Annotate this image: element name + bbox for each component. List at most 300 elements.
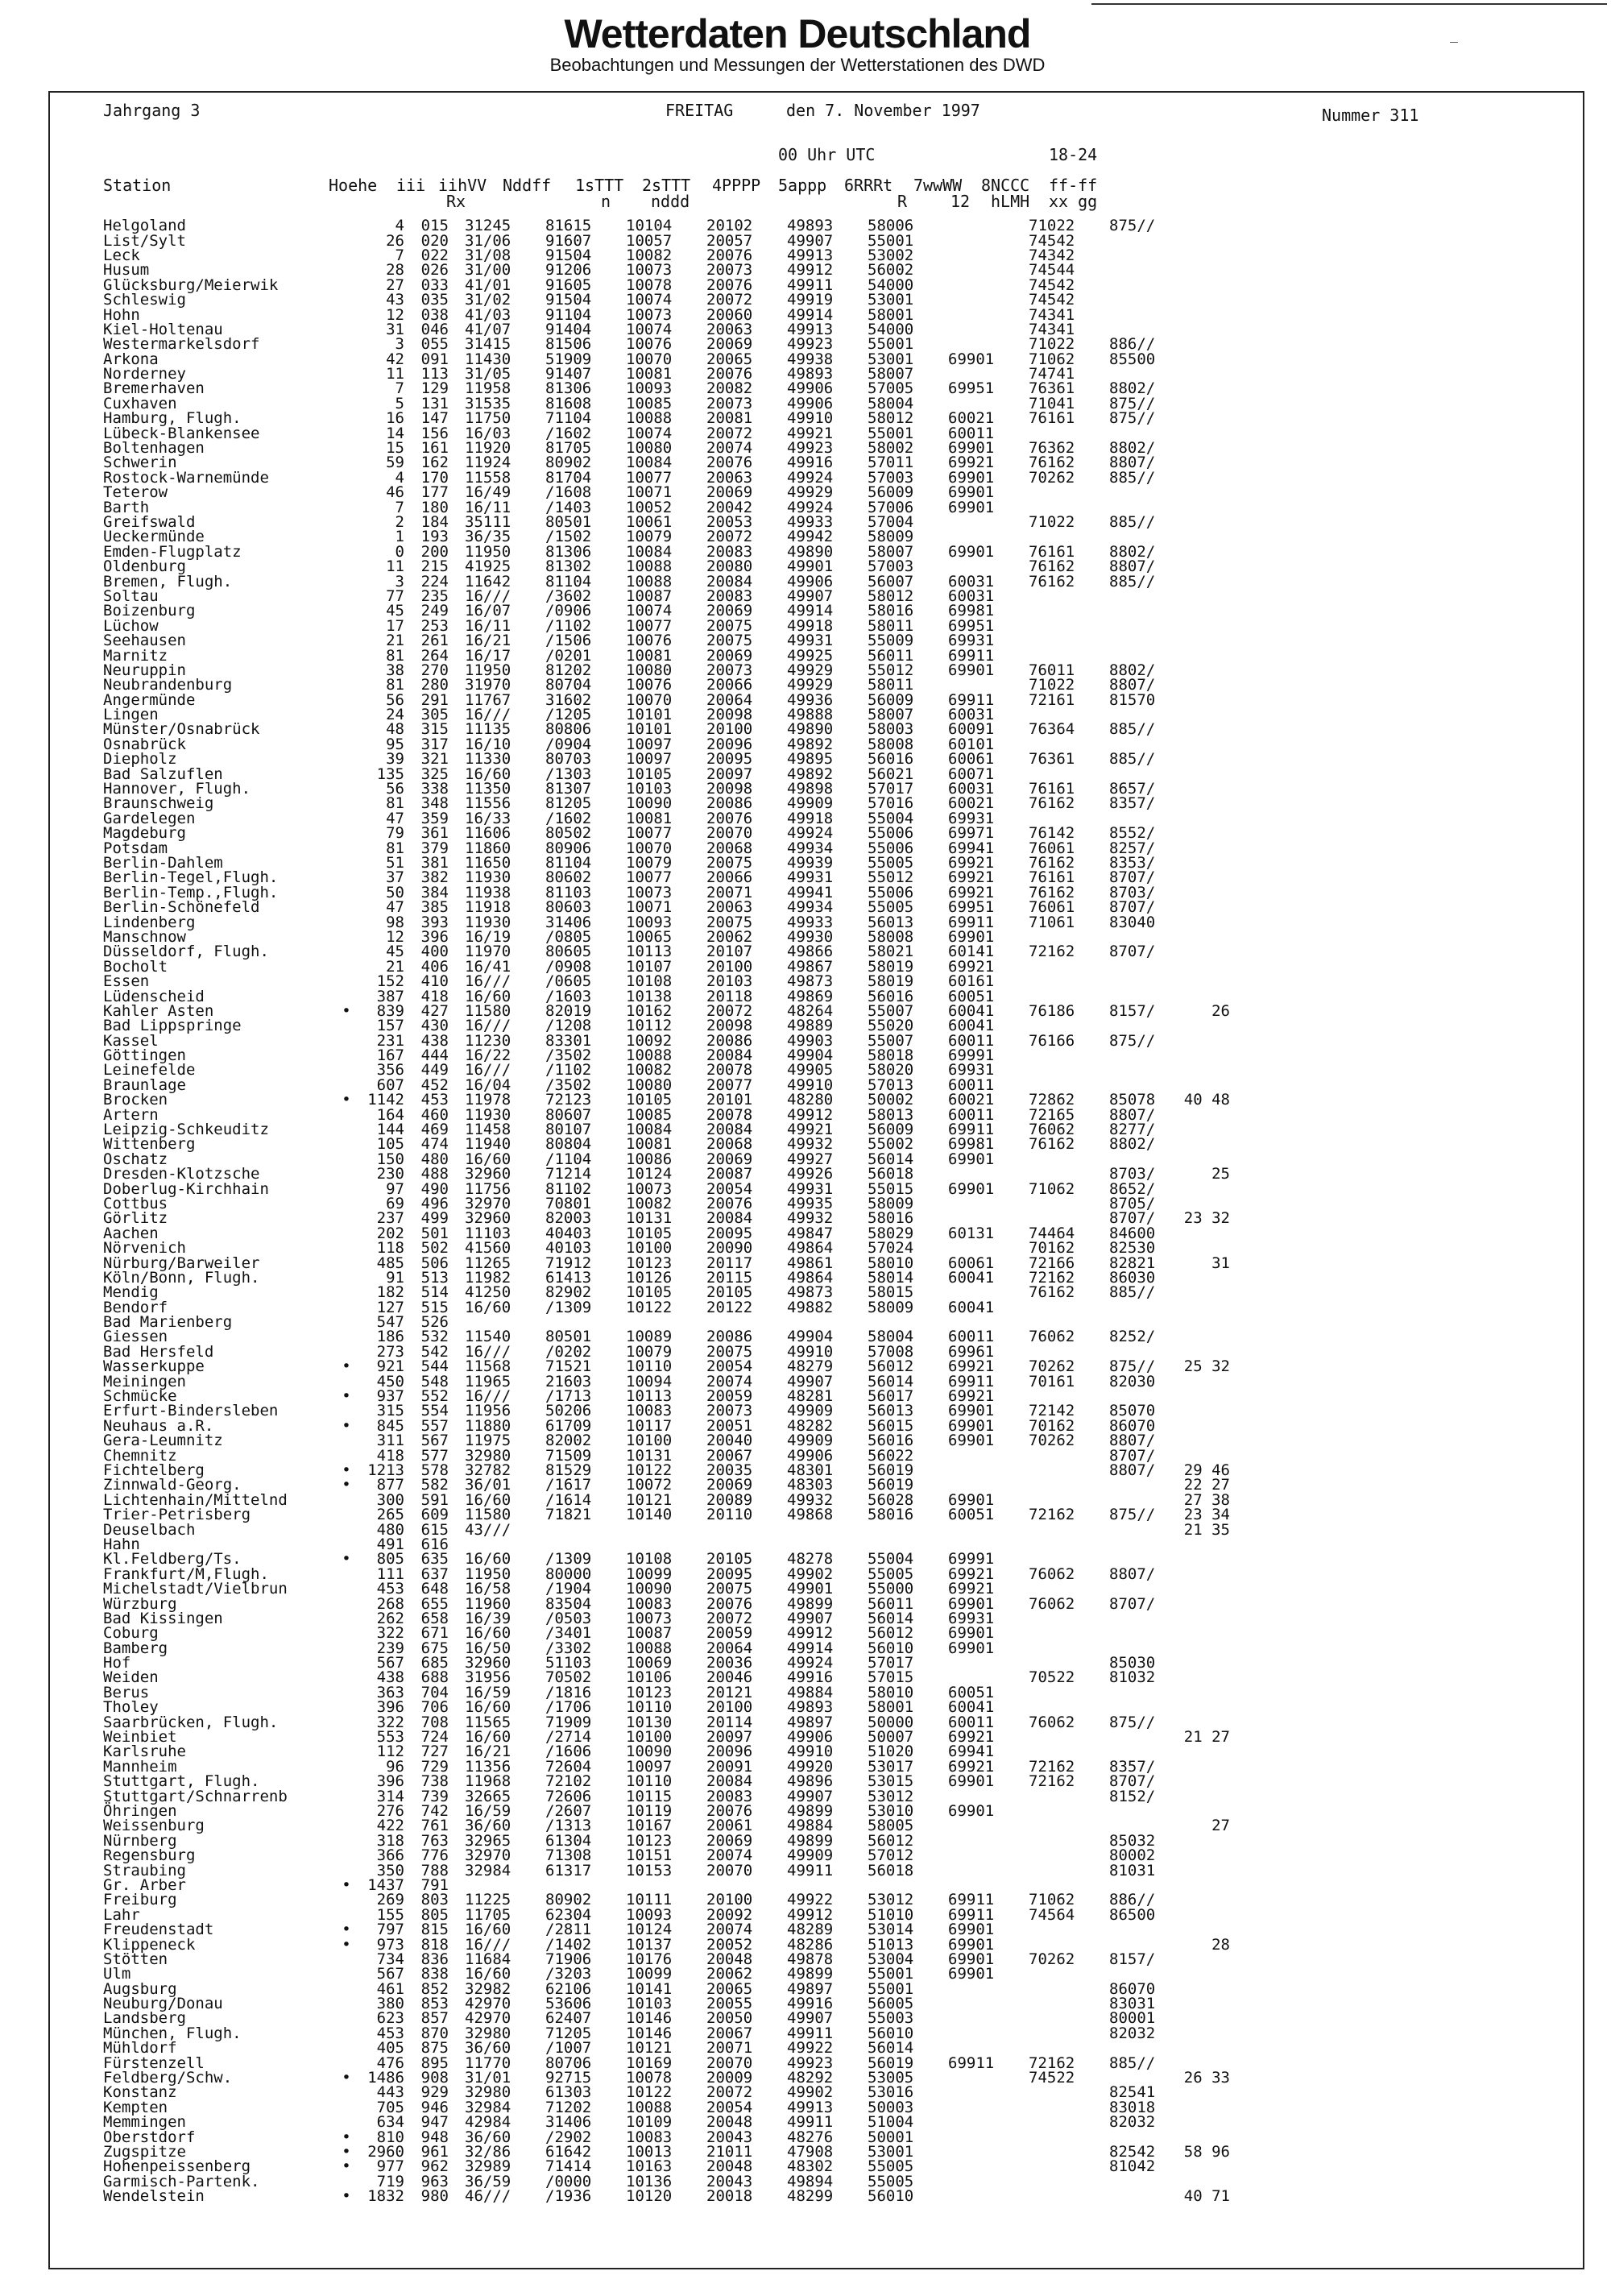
table-cell [1174,515,1230,529]
mountain-marker [337,263,356,277]
table-cell: 80603 [545,898,592,917]
mountain-marker: • [342,2187,351,2206]
table-cell: 72166 [1029,1254,1075,1272]
station-name: Neuruppin [103,661,186,679]
table-cell: 70161 [1029,1372,1075,1390]
table-cell: 10163 [626,2157,673,2176]
table-cell: 10112 [626,1017,673,1035]
table-cell: 21603 [545,1372,592,1390]
station-name: Norderney [103,365,186,383]
table-cell: 548 [420,1372,449,1390]
table-cell: 31535 [465,394,511,412]
table-cell: 62106 [545,1979,592,1998]
table-cell: 20009 [706,2069,753,2087]
mountain-marker [337,959,356,974]
table-cell [851,1522,932,1536]
table-cell: 16/39 [465,1609,511,1627]
table-cell [1013,485,1093,499]
table-cell [1093,2189,1174,2203]
table-cell: 80704 [545,676,592,694]
table-cell: 8652/ [1109,1179,1156,1198]
table-cell: 58014 [868,1268,914,1287]
table-cell [1174,619,1230,633]
volume-label: Jahrgang 3 [103,101,201,120]
table-cell: 10176 [626,1950,673,1968]
table-cell: 10078 [626,2069,673,2087]
table-cell: 11965 [465,1372,511,1390]
mountain-marker [337,930,356,944]
station-name: Lingen [103,706,159,724]
table-cell: 10081 [626,1135,673,1154]
table-cell: 469 [420,1121,449,1139]
station-name: Hof [103,1654,131,1672]
table-cell: 31/02 [465,291,511,309]
table-cell: 11950 [465,542,511,561]
table-cell: 69941 [948,839,995,857]
table-cell: 10073 [626,1609,673,1627]
col-1sttt-sub: n [601,192,611,211]
table-cell: 49922 [787,2039,834,2058]
table-cell: 49873 [787,972,834,991]
table-cell: 742 [420,1801,449,1820]
table-cell: 49933 [787,913,834,931]
station-name: Greifswald [103,513,196,531]
table-cell [1174,1848,1230,1863]
mountain-marker [337,2011,356,2025]
table-cell: 57003 [868,468,914,487]
table-cell: 21 [386,957,404,976]
table-cell: 49906 [787,1728,834,1747]
table-cell: 69911 [948,1905,995,1924]
table-cell: 10084 [626,1121,673,1139]
table-cell: 144 [376,1121,404,1139]
table-cell: 74522 [1029,2069,1075,2087]
table-cell: 20095 [706,750,753,769]
table-cell: 230 [376,1165,404,1183]
table-row [103,1937,1230,1951]
station-name: Nürnberg [103,1831,177,1850]
table-row [103,648,1230,662]
table-cell: 461 [376,1979,404,1998]
table-cell: 20043 [706,2172,753,2190]
table-cell: 91206 [545,261,592,280]
table-cell [1013,589,1093,603]
table-cell: 76361 [1029,379,1075,398]
table-cell: 20054 [706,1357,753,1376]
table-cell: 81 [386,794,404,813]
table-cell [1174,1759,1230,1774]
station-name: Helgoland [103,217,186,235]
table-cell: 76142 [1029,824,1075,843]
table-cell: 69991 [948,1550,995,1569]
table-cell: 49933 [787,513,834,531]
table-cell: 81615 [545,217,592,235]
table-cell: 20063 [706,320,753,338]
table-cell: 49912 [787,1105,834,1124]
table-cell [1093,619,1174,633]
table-cell: 20066 [706,676,753,694]
table-cell: 291 [420,690,449,709]
table-cell [1013,2026,1093,2041]
table-row [103,218,1230,233]
table-cell: 020 [420,231,449,250]
table-cell: 857 [420,2009,449,2028]
page-subtitle: Beobachtungen und Messungen der Wetterstationen des DWD [549,55,1046,75]
table-cell: 51909 [545,350,592,368]
table-cell: 20098 [706,706,753,724]
table-cell: 23 32 [1183,1209,1230,1228]
table-cell: 8802/ [1109,439,1156,458]
table-cell: 20066 [706,868,753,887]
table-cell: 55012 [868,868,914,887]
table-cell: 55005 [868,1565,914,1583]
table-cell: 10124 [626,1165,673,1183]
table-cell: 8657/ [1109,780,1156,798]
table-row [103,2041,1230,2055]
table-row [103,826,1230,840]
table-cell [1013,1211,1093,1225]
table-cell: 60011 [948,1328,995,1346]
table-cell: 49921 [787,424,834,442]
table-cell: 49919 [787,291,834,309]
table-row [103,263,1230,277]
table-cell: 513 [420,1268,449,1287]
table-cell: 80501 [545,513,592,531]
table-cell: 69931 [948,1061,995,1080]
table-cell [1174,856,1230,870]
table-cell: 31/08 [465,246,511,264]
mountain-marker [337,1611,356,1626]
station-name: Barth [103,498,150,516]
table-cell: 264 [420,646,449,665]
table-cell: 81506 [545,335,592,354]
mountain-marker [337,218,356,233]
table-cell: 60021 [948,794,995,813]
table-cell: 58012 [868,586,914,605]
table-cell [1013,633,1093,648]
table-cell: 76162 [1029,794,1075,813]
table-cell [932,1241,1013,1255]
table-cell [1174,1137,1230,1151]
station-name: Feldberg/Schw. [103,2069,233,2087]
table-cell: 270 [420,661,449,679]
station-name: Stötten [103,1950,168,1968]
station-name: Karlsruhe [103,1743,186,1761]
table-cell: 29 46 [1183,1461,1230,1479]
table-cell: 60041 [948,1298,995,1316]
table-cell [1174,796,1230,810]
table-cell: 8157/ [1109,1001,1156,1020]
table-cell: 60041 [948,1268,995,1287]
table-cell: 10113 [626,1387,673,1406]
table-cell [1013,988,1093,1003]
table-cell: 381 [420,853,449,872]
mountain-marker [337,974,356,988]
table-cell: 280 [420,676,449,694]
table-cell: 61642 [545,2142,592,2161]
table-cell [1174,1270,1230,1285]
station-name: Neubrandenburg [103,676,233,694]
table-cell: 61413 [545,1268,592,1287]
table-cell: 20069 [706,335,753,354]
table-cell: 10070 [626,690,673,709]
mountain-marker [337,1626,356,1640]
mountain-marker [337,1730,356,1744]
table-cell: 10117 [626,1416,673,1435]
station-name: Neuhaus a.R. [103,1416,214,1435]
table-cell: 338 [420,780,449,798]
table-cell: 58001 [868,1698,914,1717]
table-cell: 71062 [1029,350,1075,368]
table-row [103,1329,1230,1344]
station-name: Bremen, Flugh. [103,572,233,591]
table-cell: 554 [420,1402,449,1420]
table-cell: 60041 [948,1698,995,1717]
table-cell [1174,944,1230,959]
col-hoehe: Hoehe [329,176,378,195]
table-cell [932,2174,1013,2189]
table-cell: 21011 [706,2142,753,2161]
table-cell: /1205 [545,706,592,724]
table-cell [1174,633,1230,648]
table-cell [1174,1433,1230,1448]
table-cell: /2902 [545,2128,592,2146]
mountain-marker: • [342,1387,351,1406]
mountain-marker [337,1226,356,1241]
table-cell: 10074 [626,291,673,309]
mountain-marker [337,1863,356,1877]
table-cell: 1142 [367,1091,404,1109]
table-cell: 16/60 [465,1298,511,1316]
table-cell: 69981 [948,602,995,620]
station-name: Kl.Feldberg/Ts. [103,1550,242,1569]
station-name: Fürstenzell [103,2054,205,2072]
table-cell: 21 [386,632,404,650]
station-name: Weiden [103,1668,159,1687]
mountain-marker: • [342,1001,351,1020]
table-cell [1174,2011,1230,2025]
table-cell: 046 [420,320,449,338]
table-cell: 8707/ [1109,1772,1156,1791]
mountain-marker [337,411,356,425]
table-cell: 24 [386,706,404,724]
table-cell: 48279 [787,1357,834,1376]
station-name: Manschnow [103,927,186,946]
mountain-marker [337,1196,356,1211]
table-cell: 86500 [1109,1905,1156,1924]
table-cell: 49942 [787,528,834,546]
table-cell [1174,396,1230,411]
table-cell: 10085 [626,394,673,412]
table-cell: 69901 [948,483,995,502]
table-row [103,307,1230,321]
station-name: Bamberg [103,1639,168,1657]
table-cell: 70522 [1029,1668,1075,1687]
table-cell: /0503 [545,1609,592,1627]
table-cell: 1437 [367,1875,404,1894]
table-cell: 56010 [868,2024,914,2042]
table-cell: 20091 [706,1757,753,1776]
table-cell: 36/60 [465,2039,511,2058]
table-cell: 60031 [948,586,995,605]
table-row [103,1700,1230,1714]
table-cell: 81302 [545,557,592,576]
table-cell: 20076 [706,365,753,383]
table-cell: 55005 [868,2157,914,2176]
table-cell: 10082 [626,1061,673,1080]
table-cell [1174,900,1230,914]
table-cell: /1403 [545,498,592,516]
table-cell [932,278,1013,292]
table-cell: 49913 [787,2098,834,2116]
table-cell: 49867 [787,957,834,976]
table-cell: 49911 [787,2113,834,2132]
table-cell: 71202 [545,2098,592,2116]
table-cell: 11458 [465,1121,511,1139]
table-cell: 49892 [787,735,834,753]
table-cell: 58012 [868,409,914,428]
station-name: Kiel-Holtenau [103,320,223,338]
table-cell: /2607 [545,1801,592,1820]
table-cell: 7 [395,498,404,516]
table-cell: 10082 [626,246,673,264]
table-cell: 49912 [787,1624,834,1643]
table-cell: 20084 [706,1772,753,1791]
table-cell [932,2129,1013,2144]
table-cell: 49897 [787,1713,834,1731]
table-cell: 544 [420,1357,449,1376]
table-cell: 49913 [787,246,834,264]
table-cell: /0605 [545,972,592,991]
table-cell: 359 [420,809,449,827]
table-cell: 875// [1109,1713,1156,1731]
mountain-marker [337,322,356,337]
table-cell [932,1285,1013,1299]
table-cell [1013,959,1093,974]
table-cell: 147 [420,409,449,428]
table-cell: 32/86 [465,2142,511,2161]
table-cell: 155 [376,1905,404,1924]
table-cell: 552 [420,1387,449,1406]
table-cell [1013,1848,1093,1863]
table-cell: 10090 [626,1580,673,1598]
table-cell [932,2026,1013,2041]
mountain-marker [337,307,356,321]
period-label: 18-24 [1049,145,1098,164]
table-cell: 706 [420,1698,449,1717]
station-name: Hahn [103,1535,140,1553]
table-cell: 49922 [787,1891,834,1909]
table-cell: 20103 [706,972,753,991]
station-name: Chemnitz [103,1446,177,1465]
table-cell: 56 [386,690,404,709]
table-cell: 11975 [465,1432,511,1450]
table-cell: /2714 [545,1728,592,1747]
table-cell: 49896 [787,1772,834,1791]
table-cell: 157 [376,1017,404,1035]
table-cell: 55001 [868,1979,914,1998]
table-cell: 69901 [948,542,995,561]
table-cell: 10105 [626,765,673,783]
station-name: Coburg [103,1624,159,1643]
table-cell: 788 [420,1861,449,1879]
table-cell: 49909 [787,794,834,813]
table-cell: 10085 [626,1105,673,1124]
table-cell: 11767 [465,690,511,709]
station-name: Nörvenich [103,1239,186,1258]
table-cell: 62304 [545,1905,592,1924]
mountain-marker [337,441,356,455]
table-cell [1174,1685,1230,1700]
table-cell [1093,1581,1174,1596]
station-name: Deuselbach [103,1520,196,1539]
station-name: Bad Marienberg [103,1313,233,1332]
table-cell: 49893 [787,1698,834,1717]
table-cell: 69921 [948,883,995,901]
table-cell [1013,1700,1093,1714]
table-cell: 69 [386,1194,404,1212]
table-cell [1093,248,1174,263]
table-cell: 8807/ [1109,1432,1156,1450]
mountain-marker [337,826,356,840]
table-cell [932,2070,1013,2085]
table-cell [1013,2041,1093,2055]
mountain-marker [337,870,356,885]
table-cell [1093,1967,1174,1981]
col-2sttt: 2sTTT [642,176,691,195]
table-cell: 127 [376,1298,404,1316]
table-cell: 980 [420,2187,449,2206]
table-cell: 406 [420,957,449,976]
table-cell: 460 [420,1105,449,1124]
table-row [103,1744,1230,1759]
table-cell: 57015 [868,1668,914,1687]
table-cell: 16/60 [465,1550,511,1569]
table-cell: 20098 [706,780,753,798]
mountain-marker [337,1596,356,1610]
table-cell: 10080 [626,439,673,458]
table-cell: 83018 [1109,2098,1156,2116]
table-cell: 60031 [948,780,995,798]
table-cell: 719 [376,2172,404,2190]
table-cell [1174,959,1230,974]
mountain-marker [337,2100,356,2115]
table-cell: 58009 [868,528,914,546]
station-name: Ulm [103,1965,131,1983]
table-cell: 637 [420,1565,449,1583]
table-cell: 49923 [787,335,834,354]
table-cell: 32982 [465,1979,511,1998]
table-cell: 49907 [787,586,834,605]
table-cell: 49924 [787,498,834,516]
table-cell: 49904 [787,1046,834,1065]
table-cell: 69901 [948,498,995,516]
table-cell: 58008 [868,735,914,753]
table-cell: 69901 [948,661,995,679]
table-cell: 50003 [868,2098,914,2116]
table-cell: 47908 [787,2142,834,2161]
table-cell: 113 [420,365,449,383]
table-cell: 49941 [787,883,834,901]
table-cell: 805 [420,1905,449,1924]
table-cell: 10088 [626,2098,673,2116]
table-cell: 48299 [787,2187,834,2206]
table-cell [1093,648,1174,662]
table-row [103,337,1230,351]
table-cell: 58010 [868,1254,914,1272]
mountain-marker [337,1270,356,1285]
table-cell: 60041 [948,1017,995,1035]
